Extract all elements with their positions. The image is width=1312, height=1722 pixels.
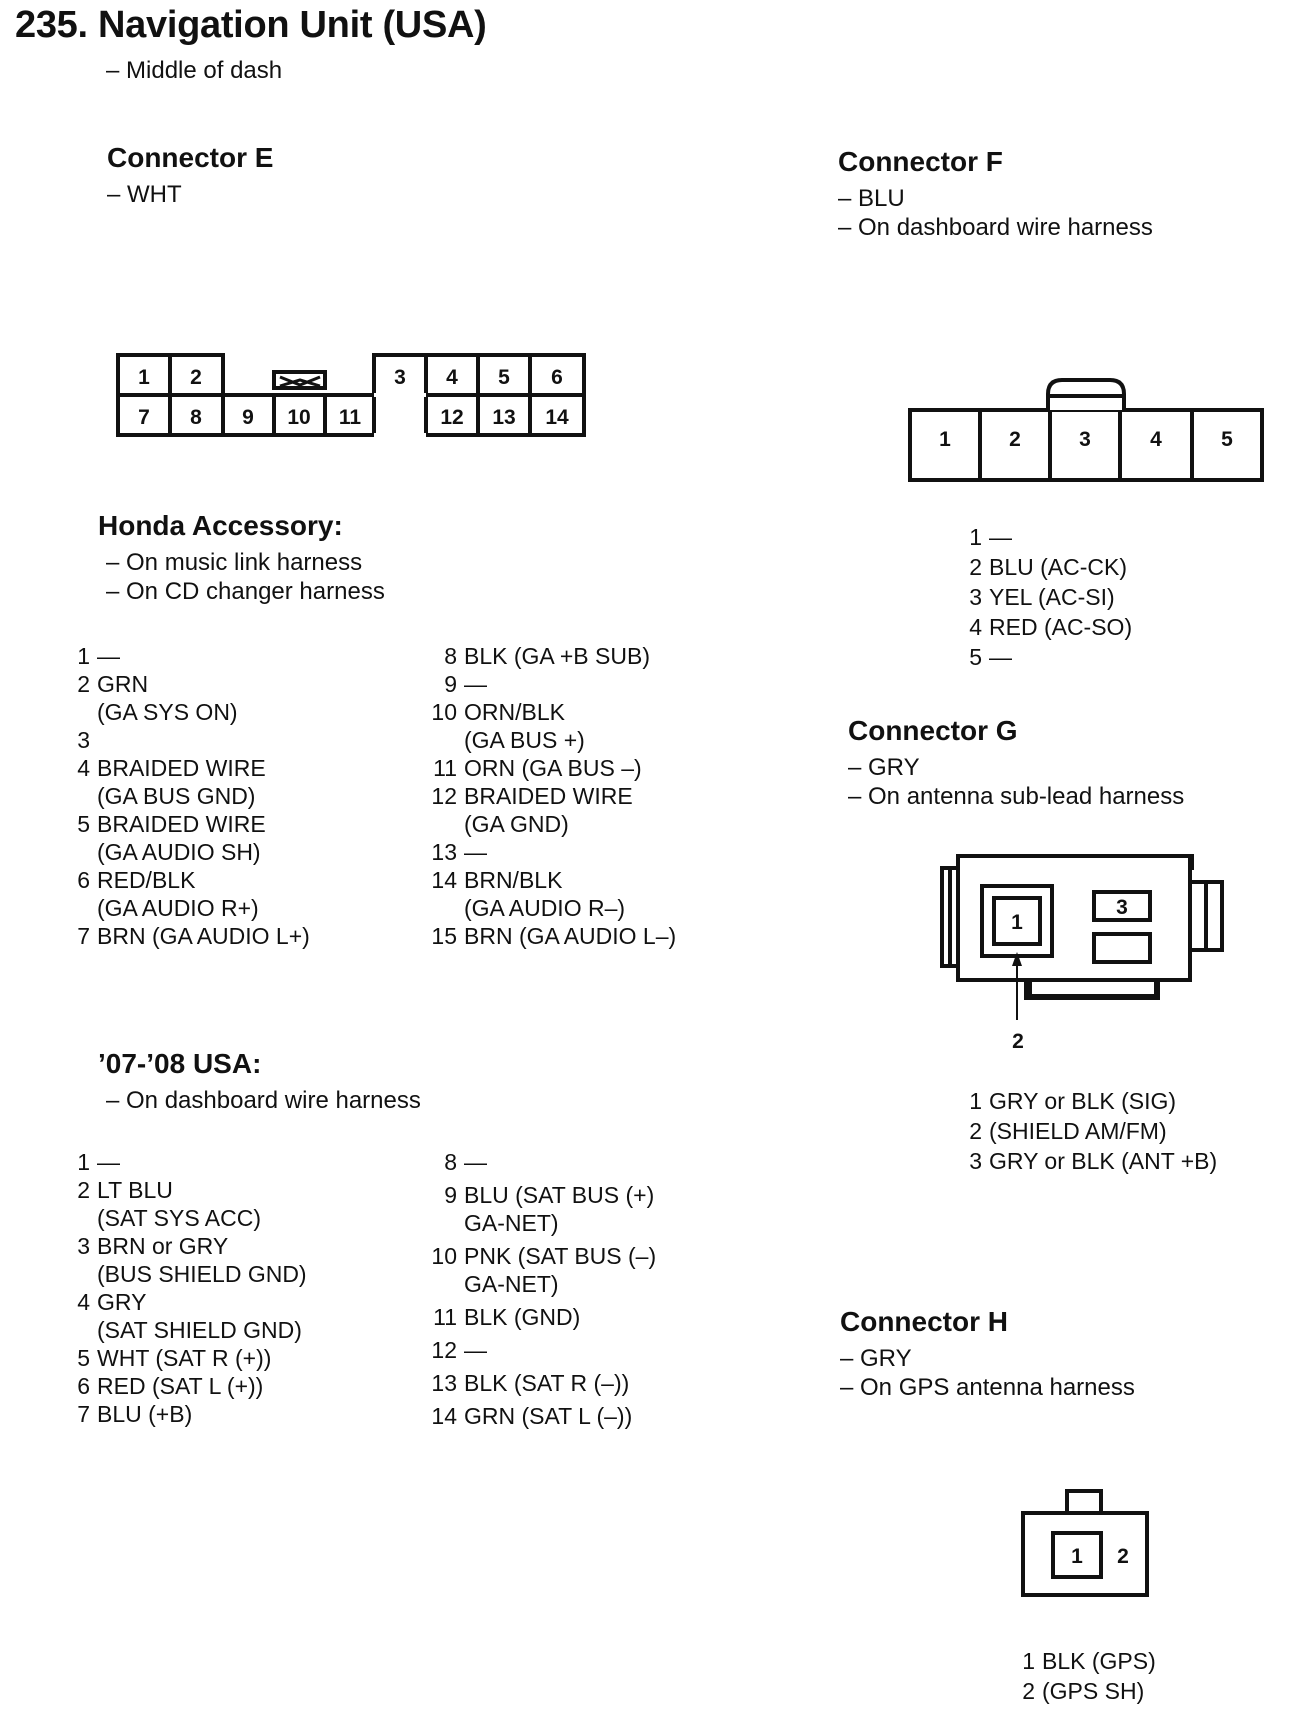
connector-e-pin-label: 2 <box>190 366 202 389</box>
connector-f-pin-list <box>960 522 1132 672</box>
connector-e-pin-label: 5 <box>498 366 510 389</box>
connector-e-pin-label: 8 <box>190 406 202 429</box>
connector-f-note: – BLU <box>838 185 905 212</box>
pin-number: 2 <box>969 554 982 580</box>
pin-entry <box>960 612 1132 642</box>
pin-entry <box>427 1369 656 1397</box>
connector-e-pin-label: 11 <box>338 406 362 429</box>
pin-entry <box>427 1402 656 1430</box>
connector-h-note: – GRY <box>840 1345 912 1372</box>
pin-number: 9 <box>444 1182 457 1208</box>
pin-entry <box>427 642 676 670</box>
pin-desc: ORN (GA BUS –) <box>464 755 642 781</box>
pin-entry <box>68 810 310 838</box>
pin-number: 10 <box>431 699 457 725</box>
page-title: 235. Navigation Unit (USA) <box>15 4 487 46</box>
pin-desc-cont: (GA AUDIO SH) <box>97 839 261 865</box>
usa-0708-note: – On dashboard wire harness <box>106 1087 421 1114</box>
pin-entry <box>68 670 310 698</box>
usa-0708-right-list <box>427 1148 656 1430</box>
pin-desc: WHT (SAT R (+)) <box>97 1345 272 1371</box>
connector-g-pin-list <box>960 1086 1217 1176</box>
pin-desc-cont: (SAT SYS ACC) <box>97 1205 262 1231</box>
connector-f-cell-label: 5 <box>1221 428 1233 451</box>
pin-desc: BRAIDED WIRE <box>97 811 266 837</box>
pin-desc: BRN/BLK <box>464 867 563 893</box>
connector-g-label: 2 <box>1012 1030 1024 1053</box>
pin-entry <box>68 1288 307 1316</box>
pin-entry <box>68 1176 307 1204</box>
pin-desc: PNK (SAT BUS (–) <box>464 1243 657 1269</box>
connector-e-pin-label: 10 <box>287 406 311 429</box>
connector-e-pin-label: 7 <box>138 406 150 429</box>
connector-f-cell-label: 1 <box>939 428 951 451</box>
pin-number: 4 <box>77 755 90 781</box>
pin-desc-cont: (GA GND) <box>464 811 569 837</box>
connector-e-title: Connector E <box>107 142 274 173</box>
pin-entry <box>427 922 676 950</box>
pin-entry <box>427 1303 656 1331</box>
pin-desc: RED (SAT L (+)) <box>97 1373 264 1399</box>
pin-desc: BRN (GA AUDIO L–) <box>464 923 677 949</box>
pin-entry <box>427 670 676 698</box>
pin-desc: — <box>464 671 487 697</box>
pin-desc-cont: (GA AUDIO R–) <box>464 895 626 921</box>
pin-number: 9 <box>444 671 457 697</box>
pin-desc: BLK (SAT R (–)) <box>464 1370 630 1396</box>
pin-desc: BLK (GND) <box>464 1304 581 1330</box>
pin-desc: BRN or GRY <box>97 1233 229 1259</box>
honda-accessory-note: – On music link harness <box>106 549 363 576</box>
pin-number: 5 <box>77 811 90 837</box>
pin-desc: RED (AC-SO) <box>989 614 1133 640</box>
pin-entry <box>960 582 1132 612</box>
pin-desc-cont: (SAT SHIELD GND) <box>97 1317 302 1343</box>
honda-accessory-right-list <box>427 642 676 950</box>
pin-desc: — <box>97 643 120 669</box>
connector-e-bottom-gap <box>376 397 424 433</box>
connector-h-title: Connector H <box>840 1306 1008 1337</box>
pin-entry <box>427 838 676 866</box>
pin-number: 1 <box>77 643 90 669</box>
connector-f-title: Connector F <box>838 146 1003 177</box>
pin-number: 8 <box>444 1149 457 1175</box>
pin-desc-cont: GA-NET) <box>464 1210 559 1236</box>
connector-e-color: – WHT <box>107 181 182 208</box>
pin-number: 3 <box>77 727 90 753</box>
pin-number: 1 <box>969 524 982 550</box>
pin-desc: — <box>464 839 487 865</box>
pin-number: 12 <box>431 783 457 809</box>
pin-entry <box>960 552 1132 582</box>
page-location: – Middle of dash <box>106 57 283 84</box>
connector-e-pin-label: 9 <box>242 406 254 429</box>
connector-e-pin-label: 14 <box>545 406 569 429</box>
pin-entry <box>68 1372 307 1400</box>
pin-entry <box>427 1148 656 1176</box>
pin-entry <box>427 1181 656 1209</box>
pin-entry <box>427 754 676 782</box>
pin-desc-cont: (BUS SHIELD GND) <box>97 1261 307 1287</box>
connector-h-latch <box>1067 1491 1101 1513</box>
connector-g-pin-slot <box>1094 934 1150 962</box>
connector-e-pin-label: 3 <box>394 366 406 389</box>
pin-entry <box>427 782 676 810</box>
pin-desc: BLK (GA +B SUB) <box>464 643 650 669</box>
pin-number: 10 <box>431 1243 457 1269</box>
pin-entry <box>427 1336 656 1364</box>
honda-accessory-left-list <box>68 642 310 950</box>
pin-entry <box>960 522 1132 552</box>
pin-entry <box>68 642 310 670</box>
connector-h-note: – On GPS antenna harness <box>840 1374 1135 1401</box>
pin-number: 8 <box>444 643 457 669</box>
pin-number: 14 <box>431 867 457 893</box>
pin-desc: — <box>989 644 1012 670</box>
pin-entry <box>68 754 310 782</box>
pin-number: 7 <box>77 1401 90 1427</box>
connector-f-cell-label: 2 <box>1009 428 1021 451</box>
connector-e-pin-label: 6 <box>551 366 563 389</box>
pin-entry <box>68 726 310 754</box>
pin-number: 1 <box>77 1149 90 1175</box>
pin-desc: RED/BLK <box>97 867 196 893</box>
usa-0708-heading: ’07-’08 USA: <box>98 1048 262 1079</box>
pin-number: 5 <box>77 1345 90 1371</box>
connector-g-title: Connector G <box>848 715 1018 746</box>
connector-f-cell-label: 4 <box>1150 428 1162 451</box>
pin-number: 7 <box>77 923 90 949</box>
pin-entry <box>68 1232 307 1260</box>
pin-number: 2 <box>77 1177 90 1203</box>
connector-h-label: 1 <box>1071 1545 1083 1568</box>
pin-desc: GRN (SAT L (–)) <box>464 1403 633 1429</box>
pin-number: 2 <box>1022 1678 1035 1704</box>
pin-number: 13 <box>431 1370 457 1396</box>
pin-number: 2 <box>77 671 90 697</box>
connector-h-pin-list <box>1013 1646 1156 1706</box>
pin-desc: (SHIELD AM/FM) <box>989 1118 1167 1144</box>
pin-entry <box>960 1116 1217 1146</box>
pin-number: 2 <box>969 1118 982 1144</box>
connector-g-note: – On antenna sub-lead harness <box>848 783 1185 810</box>
pin-number: 11 <box>433 755 457 781</box>
pin-number: 15 <box>431 923 457 949</box>
connector-e-pin-label: 4 <box>446 366 458 389</box>
pin-desc: GRY or BLK (ANT +B) <box>989 1148 1218 1174</box>
pin-desc: BRAIDED WIRE <box>97 755 266 781</box>
pin-entry <box>427 1242 656 1270</box>
pin-desc: LT BLU <box>97 1177 173 1203</box>
pin-desc-cont: (GA SYS ON) <box>97 699 238 725</box>
pin-desc: BLU (SAT BUS (+) <box>464 1182 655 1208</box>
pin-number: 4 <box>77 1289 90 1315</box>
pin-entry <box>427 866 676 894</box>
pin-desc: BRAIDED WIRE <box>464 783 633 809</box>
pin-desc: — <box>989 524 1012 550</box>
pin-desc-cont: GA-NET) <box>464 1271 559 1297</box>
pin-entry <box>1013 1646 1156 1676</box>
pin-number: 1 <box>1022 1648 1035 1674</box>
pin-number: 13 <box>431 839 457 865</box>
pin-entry <box>427 698 676 726</box>
connector-e-diagram <box>110 350 590 450</box>
pin-entry <box>68 1344 307 1372</box>
connector-g-diagram <box>930 840 1230 1060</box>
connector-g-label: 3 <box>1116 896 1128 919</box>
connector-h-diagram <box>1015 1485 1155 1600</box>
pin-entry <box>1013 1676 1156 1706</box>
pin-number: 3 <box>969 1148 982 1174</box>
pin-number: 6 <box>77 1373 90 1399</box>
pin-number: 1 <box>969 1088 982 1114</box>
pin-desc: GRY or BLK (SIG) <box>989 1088 1177 1114</box>
pin-number: 3 <box>969 584 982 610</box>
pin-desc-cont: (GA BUS +) <box>464 727 585 753</box>
pin-number: 14 <box>431 1403 457 1429</box>
connector-g-label: 1 <box>1011 911 1023 934</box>
pin-entry <box>68 1400 307 1428</box>
pin-desc: BLU (AC-CK) <box>989 554 1128 580</box>
pin-number: 5 <box>969 644 982 670</box>
pin-desc: GRY <box>97 1289 147 1315</box>
connector-f-cell-label: 3 <box>1079 428 1091 451</box>
pin-desc: — <box>464 1149 487 1175</box>
pin-entry <box>960 1086 1217 1116</box>
pin-desc: YEL (AC-SI) <box>989 584 1115 610</box>
pin-number: 6 <box>77 867 90 893</box>
pin-desc-cont: (GA AUDIO R+) <box>97 895 259 921</box>
connector-h-label: 2 <box>1117 1545 1129 1568</box>
connector-e-pin-label: 12 <box>440 406 464 429</box>
pin-entry <box>68 1148 307 1176</box>
connector-f-diagram <box>900 370 1270 485</box>
pin-number: 12 <box>431 1337 457 1363</box>
pin-number: 4 <box>969 614 982 640</box>
pin-desc: — <box>464 1337 487 1363</box>
usa-0708-left-list <box>68 1148 307 1428</box>
pin-entry <box>68 922 310 950</box>
honda-accessory-note: – On CD changer harness <box>106 578 385 605</box>
pin-number: 11 <box>433 1304 457 1330</box>
connector-f-note: – On dashboard wire harness <box>838 214 1153 241</box>
pin-desc: (GPS SH) <box>1042 1678 1145 1704</box>
pin-desc: GRN <box>97 671 149 697</box>
connector-g-note: – GRY <box>848 754 920 781</box>
pin-entry <box>960 1146 1217 1176</box>
pin-desc-cont: (GA BUS GND) <box>97 783 256 809</box>
pin-desc: BRN (GA AUDIO L+) <box>97 923 310 949</box>
pin-entry <box>68 866 310 894</box>
pin-desc: BLU (+B) <box>97 1401 193 1427</box>
pin-number: 3 <box>77 1233 90 1259</box>
honda-accessory-heading: Honda Accessory: <box>98 510 343 541</box>
pin-desc: BLK (GPS) <box>1042 1648 1156 1674</box>
connector-e-pin-label: 13 <box>492 406 516 429</box>
pin-desc: ORN/BLK <box>464 699 565 725</box>
connector-e-pin-label: 1 <box>138 366 150 389</box>
pin-entry <box>960 642 1132 672</box>
pin-desc: — <box>97 1149 120 1175</box>
